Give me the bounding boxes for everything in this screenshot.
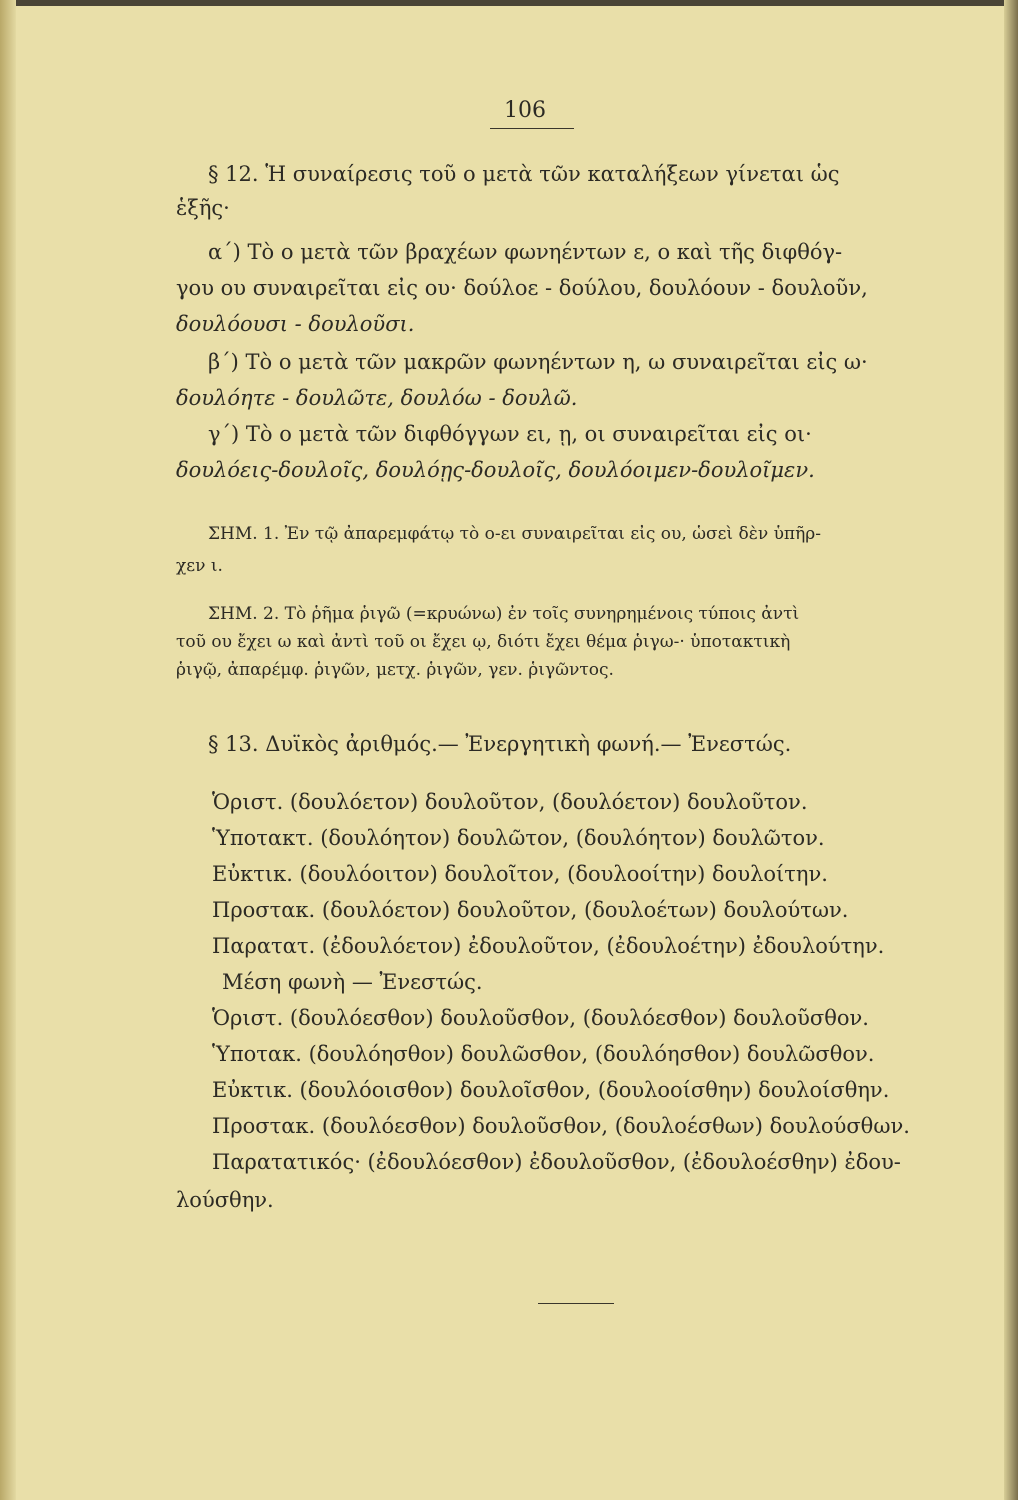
note-2-line-3: ῥιγῷ, ἀπαρέμφ. ῥιγῶν, μετχ. ῥιγῶν, γεν. ῥιγῶντος. xyxy=(176,660,614,680)
paradigm-row: Ὁριστ. (δουλόετον) δουλοῦτον, (δουλόετον) δουλοῦτον. xyxy=(212,790,808,814)
paradigm-row: Προστακ. (δουλόεσθον) δουλοῦσθον, (δουλοέσθων) δουλούσθων. xyxy=(212,1114,910,1138)
rule-a-line-2: γου ου συναιρεῖται εἰς ου· δούλοε - δούλου, δουλόουν - δουλοῦν, xyxy=(176,276,868,300)
rule-c-line-1: γ΄) Τὸ ο μετὰ τῶν διφθόγγων ει, ῃ, οι συναιρεῖται εἰς οι· xyxy=(208,422,812,446)
section-13-heading: § 13. Δυϊκὸς ἀριθμός.— Ἐνεργητικὴ φωνή.— Ἐνεστώς. xyxy=(208,732,792,756)
section-end-rule xyxy=(538,1303,614,1304)
paradigm-row: Ὑποτακτ. (δουλόητον) δουλῶτον, (δουλόητον) δουλῶτον. xyxy=(212,826,825,850)
page-top-edge xyxy=(0,0,1018,6)
rule-b-line-1: β΄) Τὸ ο μετὰ τῶν μακρῶν φωνηέντων η, ω συναιρεῖται εἰς ω· xyxy=(208,350,868,374)
note-2-line-1: ΣΗΜ. 2. Τὸ ῥῆμα ῥιγῶ (=κρυώνω) ἐν τοῖς συνηρημένοις τύποις ἀντὶ xyxy=(208,604,800,624)
paradigm-row: λούσθην. xyxy=(176,1188,274,1212)
page-binding-edge xyxy=(0,0,16,1500)
rule-b-line-2: δουλόητε - δουλῶτε, δουλόω - δουλῶ. xyxy=(176,386,578,410)
paradigm-row: Εὐκτικ. (δουλόοισθον) δουλοῖσθον, (δουλοοίσθην) δουλοίσθην. xyxy=(212,1078,890,1102)
page-number-rule xyxy=(490,128,574,129)
rule-a-line-1: α΄) Τὸ ο μετὰ τῶν βραχέων φωνηέντων ε, ο καὶ τῆς διφθόγ- xyxy=(208,240,843,264)
middle-voice-heading: Μέση φωνὴ — Ἐνεστώς. xyxy=(222,970,483,994)
section-12-line-1: § 12. Ἡ συναίρεσις τοῦ ο μετὰ τῶν καταλήξεων γίνεται ὡς xyxy=(208,162,840,186)
note-1-line-1: ΣΗΜ. 1. Ἐν τῷ ἀπαρεμφάτῳ τὸ ο-ει συναιρεῖται εἰς ου, ὡσεὶ δὲν ὑπῆρ- xyxy=(208,524,822,544)
paradigm-row: Παρατατικός· (ἐδουλόεσθον) ἐδουλοῦσθον, (ἐδουλοέσθην) ἐδου- xyxy=(212,1150,901,1174)
note-2-line-2: τοῦ ου ἔχει ω καὶ ἀντὶ τοῦ οι ἔχει ῳ, διότι ἔχει θέμα ῥιγω-· ὑποτακτικὴ xyxy=(176,632,791,652)
paradigm-row: Ὑποτακ. (δουλόησθον) δουλῶσθον, (δουλόησθον) δουλῶσθον. xyxy=(212,1042,875,1066)
page-outer-edge xyxy=(1004,0,1018,1500)
paradigm-row: Προστακ. (δουλόετον) δουλοῦτον, (δουλοέτων) δουλούτων. xyxy=(212,898,849,922)
note-1-line-2: χεν ι. xyxy=(176,556,223,576)
paradigm-row: Παρατατ. (ἐδουλόετον) ἐδουλοῦτον, (ἐδουλοέτην) ἐδουλούτην. xyxy=(212,934,885,958)
page-number: 106 xyxy=(504,98,546,123)
paradigm-row: Ὁριστ. (δουλόεσθον) δουλοῦσθον, (δουλόεσθον) δουλοῦσθον. xyxy=(212,1006,869,1030)
paradigm-row: Εὐκτικ. (δουλόοιτον) δουλοῖτον, (δουλοοίτην) δουλοίτην. xyxy=(212,862,828,886)
rule-a-line-3: δουλόουσι - δουλοῦσι. xyxy=(176,312,415,336)
rule-c-line-2: δουλόεις-δουλοῖς, δουλόῃς-δουλοῖς, δουλόοιμεν-δουλοῖμεν. xyxy=(176,458,815,482)
section-12-line-2: ἑξῆς· xyxy=(176,196,230,220)
